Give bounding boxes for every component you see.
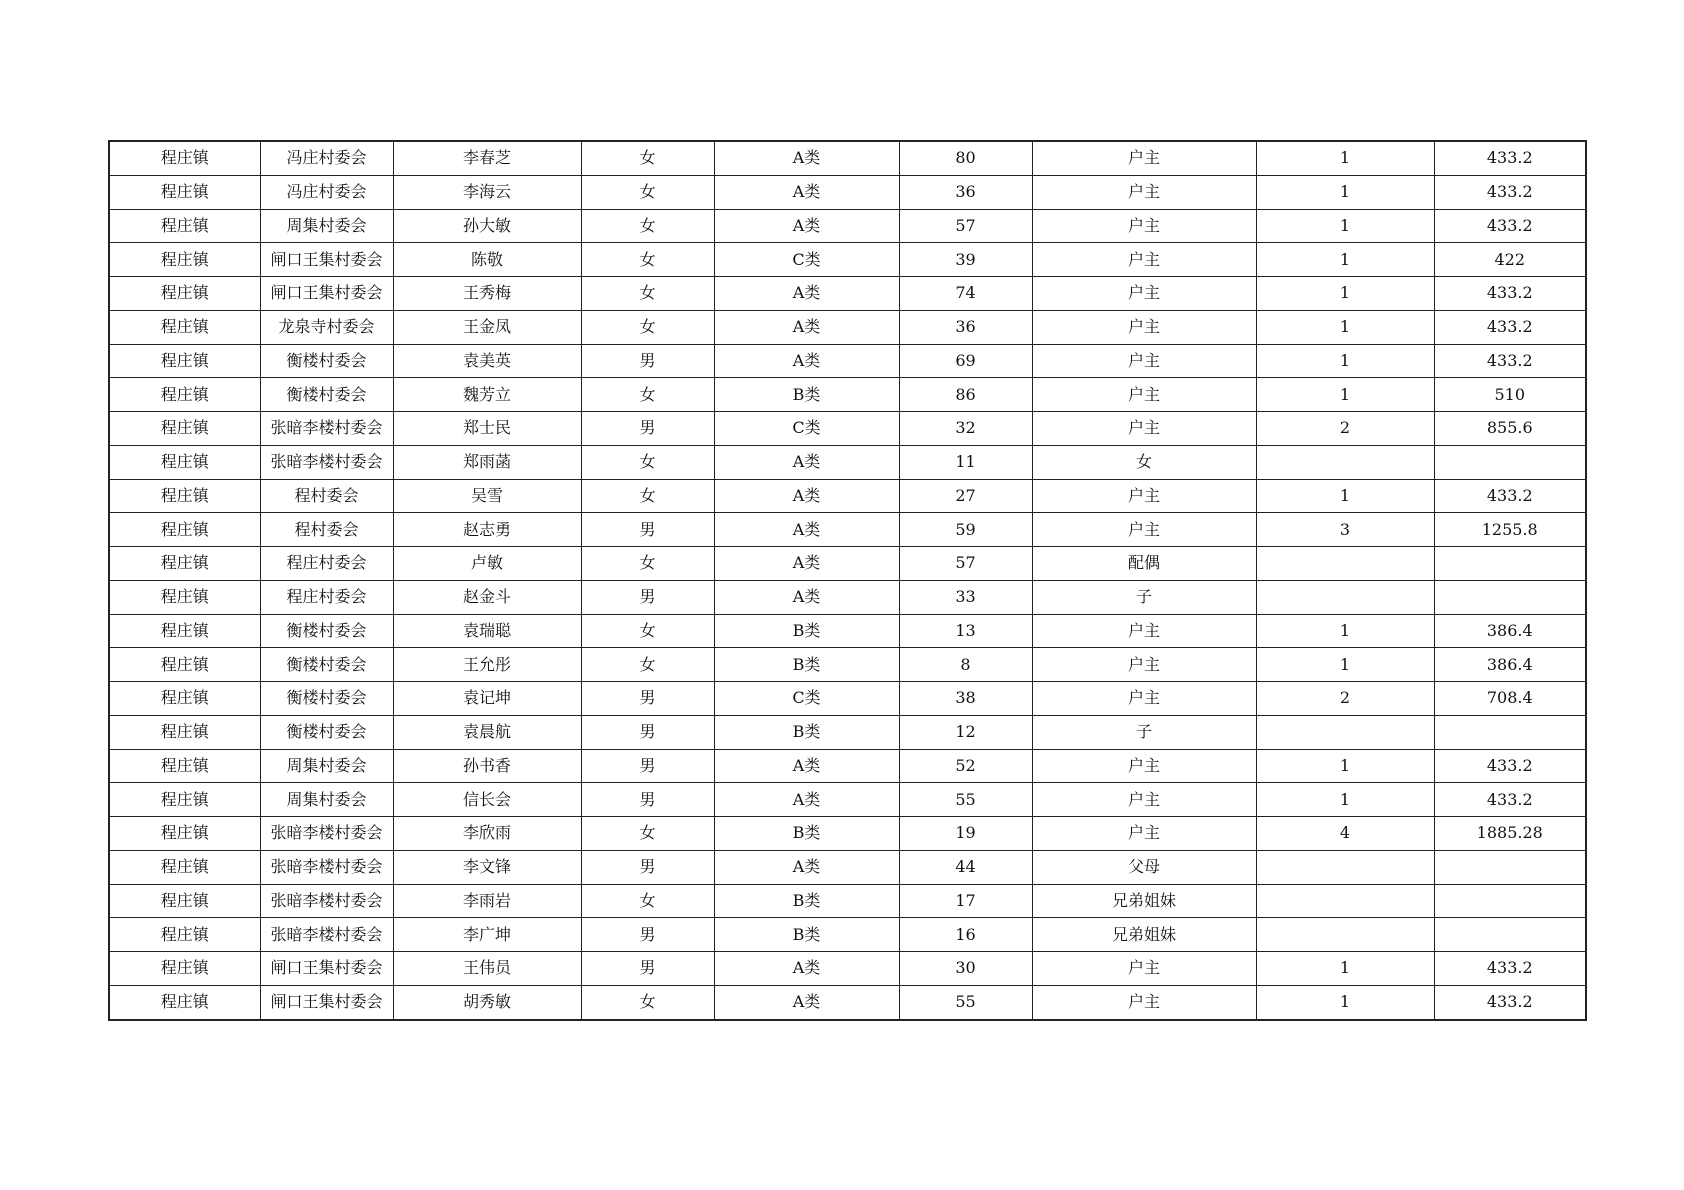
town-cell: 程庄镇 [109, 175, 260, 209]
household-size-cell [1256, 445, 1434, 479]
gender-cell: 女 [581, 614, 714, 648]
town-cell: 程庄镇 [109, 580, 260, 614]
relationship-cell: 配偶 [1032, 547, 1256, 581]
relationship-cell: 户主 [1032, 985, 1256, 1019]
gender-cell: 女 [581, 817, 714, 851]
town-cell: 程庄镇 [109, 682, 260, 716]
category-cell: B类 [714, 378, 899, 412]
town-cell: 程庄镇 [109, 513, 260, 547]
gender-cell: 女 [581, 378, 714, 412]
name-cell: 吴雪 [393, 479, 581, 513]
household-size-cell: 1 [1256, 749, 1434, 783]
age-cell: 80 [899, 141, 1032, 175]
town-cell: 程庄镇 [109, 141, 260, 175]
category-cell: B类 [714, 817, 899, 851]
household-size-cell: 1 [1256, 277, 1434, 311]
gender-cell: 女 [581, 547, 714, 581]
household-size-cell: 4 [1256, 817, 1434, 851]
relationship-cell: 子 [1032, 715, 1256, 749]
village-committee-cell: 张暗李楼村委会 [260, 918, 393, 952]
village-committee-cell: 闸口王集村委会 [260, 243, 393, 277]
age-cell: 39 [899, 243, 1032, 277]
relationship-cell: 女 [1032, 445, 1256, 479]
household-size-cell [1256, 547, 1434, 581]
village-committee-cell: 张暗李楼村委会 [260, 884, 393, 918]
village-committee-cell: 衡楼村委会 [260, 682, 393, 716]
name-cell: 陈敬 [393, 243, 581, 277]
category-cell: A类 [714, 547, 899, 581]
village-committee-cell: 张暗李楼村委会 [260, 850, 393, 884]
table-row [109, 614, 1586, 648]
gender-cell: 女 [581, 141, 714, 175]
amount-cell: 708.4 [1434, 682, 1586, 716]
age-cell: 16 [899, 918, 1032, 952]
town-cell: 程庄镇 [109, 243, 260, 277]
relationship-cell: 户主 [1032, 479, 1256, 513]
town-cell: 程庄镇 [109, 344, 260, 378]
age-cell: 86 [899, 378, 1032, 412]
table-row [109, 715, 1586, 749]
category-cell: A类 [714, 277, 899, 311]
category-cell: A类 [714, 749, 899, 783]
town-cell: 程庄镇 [109, 445, 260, 479]
age-cell: 19 [899, 817, 1032, 851]
gender-cell: 女 [581, 648, 714, 682]
category-cell: C类 [714, 243, 899, 277]
village-committee-cell: 衡楼村委会 [260, 614, 393, 648]
table-row [109, 209, 1586, 243]
town-cell: 程庄镇 [109, 884, 260, 918]
category-cell: A类 [714, 310, 899, 344]
relationship-cell: 户主 [1032, 952, 1256, 986]
amount-cell [1434, 547, 1586, 581]
name-cell: 王伟员 [393, 952, 581, 986]
amount-cell: 855.6 [1434, 412, 1586, 446]
relationship-cell: 户主 [1032, 614, 1256, 648]
household-size-cell: 1 [1256, 209, 1434, 243]
village-committee-cell: 程村委会 [260, 479, 393, 513]
category-cell: C类 [714, 682, 899, 716]
village-committee-cell: 周集村委会 [260, 209, 393, 243]
name-cell: 孙书香 [393, 749, 581, 783]
category-cell: A类 [714, 479, 899, 513]
village-committee-cell: 衡楼村委会 [260, 378, 393, 412]
table-row [109, 445, 1586, 479]
household-size-cell [1256, 715, 1434, 749]
household-size-cell: 2 [1256, 412, 1434, 446]
gender-cell: 男 [581, 918, 714, 952]
relationship-cell: 户主 [1032, 682, 1256, 716]
category-cell: A类 [714, 344, 899, 378]
age-cell: 30 [899, 952, 1032, 986]
table-row [109, 547, 1586, 581]
gender-cell: 男 [581, 412, 714, 446]
village-committee-cell: 闸口王集村委会 [260, 952, 393, 986]
amount-cell: 386.4 [1434, 614, 1586, 648]
age-cell: 74 [899, 277, 1032, 311]
name-cell: 李雨岩 [393, 884, 581, 918]
relationship-cell: 兄弟姐妹 [1032, 884, 1256, 918]
age-cell: 36 [899, 175, 1032, 209]
relationship-cell: 户主 [1032, 243, 1256, 277]
gender-cell: 男 [581, 952, 714, 986]
gender-cell: 男 [581, 344, 714, 378]
town-cell: 程庄镇 [109, 850, 260, 884]
town-cell: 程庄镇 [109, 952, 260, 986]
village-committee-cell: 程村委会 [260, 513, 393, 547]
relationship-cell: 户主 [1032, 412, 1256, 446]
village-committee-cell: 龙泉寺村委会 [260, 310, 393, 344]
gender-cell: 女 [581, 243, 714, 277]
village-committee-cell: 冯庄村委会 [260, 141, 393, 175]
gender-cell: 男 [581, 850, 714, 884]
table-row [109, 243, 1586, 277]
gender-cell: 女 [581, 985, 714, 1019]
table-row [109, 918, 1586, 952]
town-cell: 程庄镇 [109, 378, 260, 412]
name-cell: 袁晨航 [393, 715, 581, 749]
age-cell: 8 [899, 648, 1032, 682]
gender-cell: 男 [581, 682, 714, 716]
town-cell: 程庄镇 [109, 918, 260, 952]
gender-cell: 女 [581, 479, 714, 513]
category-cell: A类 [714, 783, 899, 817]
table-row [109, 648, 1586, 682]
amount-cell: 510 [1434, 378, 1586, 412]
name-cell: 袁瑞聪 [393, 614, 581, 648]
amount-cell: 433.2 [1434, 344, 1586, 378]
age-cell: 33 [899, 580, 1032, 614]
age-cell: 55 [899, 783, 1032, 817]
household-size-cell: 2 [1256, 682, 1434, 716]
amount-cell [1434, 884, 1586, 918]
village-committee-cell: 衡楼村委会 [260, 344, 393, 378]
town-cell: 程庄镇 [109, 412, 260, 446]
gender-cell: 女 [581, 209, 714, 243]
town-cell: 程庄镇 [109, 985, 260, 1019]
relationship-cell: 户主 [1032, 277, 1256, 311]
name-cell: 赵志勇 [393, 513, 581, 547]
amount-cell: 433.2 [1434, 209, 1586, 243]
amount-cell: 386.4 [1434, 648, 1586, 682]
name-cell: 孙大敏 [393, 209, 581, 243]
town-cell: 程庄镇 [109, 783, 260, 817]
name-cell: 胡秀敏 [393, 985, 581, 1019]
age-cell: 36 [899, 310, 1032, 344]
age-cell: 12 [899, 715, 1032, 749]
recipient-table [108, 140, 1587, 1021]
relationship-cell: 户主 [1032, 648, 1256, 682]
table-row [109, 513, 1586, 547]
name-cell: 袁记坤 [393, 682, 581, 716]
village-committee-cell: 闸口王集村委会 [260, 277, 393, 311]
table-row [109, 277, 1586, 311]
amount-cell: 433.2 [1434, 749, 1586, 783]
household-size-cell: 1 [1256, 614, 1434, 648]
amount-cell [1434, 715, 1586, 749]
category-cell: C类 [714, 412, 899, 446]
village-committee-cell: 程庄村委会 [260, 547, 393, 581]
household-size-cell: 1 [1256, 952, 1434, 986]
relationship-cell: 子 [1032, 580, 1256, 614]
name-cell: 郑雨菡 [393, 445, 581, 479]
relationship-cell: 户主 [1032, 513, 1256, 547]
village-committee-cell: 冯庄村委会 [260, 175, 393, 209]
relationship-cell: 户主 [1032, 783, 1256, 817]
household-size-cell: 1 [1256, 141, 1434, 175]
town-cell: 程庄镇 [109, 614, 260, 648]
table-row [109, 952, 1586, 986]
relationship-cell: 父母 [1032, 850, 1256, 884]
relationship-cell: 户主 [1032, 378, 1256, 412]
amount-cell [1434, 850, 1586, 884]
age-cell: 44 [899, 850, 1032, 884]
amount-cell: 433.2 [1434, 952, 1586, 986]
category-cell: B类 [714, 648, 899, 682]
amount-cell: 433.2 [1434, 783, 1586, 817]
table-row [109, 175, 1586, 209]
table-row [109, 378, 1586, 412]
relationship-cell: 户主 [1032, 209, 1256, 243]
name-cell: 赵金斗 [393, 580, 581, 614]
table-body [109, 141, 1586, 1020]
gender-cell: 女 [581, 310, 714, 344]
name-cell: 魏芳立 [393, 378, 581, 412]
table-row [109, 817, 1586, 851]
age-cell: 69 [899, 344, 1032, 378]
category-cell: A类 [714, 175, 899, 209]
household-size-cell [1256, 850, 1434, 884]
category-cell: A类 [714, 513, 899, 547]
household-size-cell: 1 [1256, 378, 1434, 412]
amount-cell [1434, 580, 1586, 614]
relationship-cell: 户主 [1032, 175, 1256, 209]
amount-cell: 422 [1434, 243, 1586, 277]
household-size-cell: 1 [1256, 310, 1434, 344]
relationship-cell: 户主 [1032, 310, 1256, 344]
amount-cell: 433.2 [1434, 479, 1586, 513]
name-cell: 李欣雨 [393, 817, 581, 851]
name-cell: 郑士民 [393, 412, 581, 446]
relationship-cell: 兄弟姐妹 [1032, 918, 1256, 952]
table-row [109, 884, 1586, 918]
table-row [109, 850, 1586, 884]
name-cell: 王秀梅 [393, 277, 581, 311]
gender-cell: 男 [581, 580, 714, 614]
village-committee-cell: 衡楼村委会 [260, 715, 393, 749]
amount-cell [1434, 918, 1586, 952]
category-cell: A类 [714, 850, 899, 884]
amount-cell: 433.2 [1434, 175, 1586, 209]
gender-cell: 女 [581, 884, 714, 918]
village-committee-cell: 程庄村委会 [260, 580, 393, 614]
household-size-cell: 1 [1256, 648, 1434, 682]
age-cell: 32 [899, 412, 1032, 446]
amount-cell [1434, 445, 1586, 479]
name-cell: 袁美英 [393, 344, 581, 378]
town-cell: 程庄镇 [109, 648, 260, 682]
age-cell: 57 [899, 547, 1032, 581]
age-cell: 55 [899, 985, 1032, 1019]
town-cell: 程庄镇 [109, 547, 260, 581]
age-cell: 27 [899, 479, 1032, 513]
age-cell: 13 [899, 614, 1032, 648]
name-cell: 信长会 [393, 783, 581, 817]
table-row [109, 344, 1586, 378]
household-size-cell [1256, 580, 1434, 614]
town-cell: 程庄镇 [109, 749, 260, 783]
household-size-cell: 1 [1256, 783, 1434, 817]
amount-cell: 433.2 [1434, 310, 1586, 344]
name-cell: 李文锋 [393, 850, 581, 884]
table-row [109, 310, 1586, 344]
household-size-cell: 1 [1256, 344, 1434, 378]
category-cell: A类 [714, 445, 899, 479]
category-cell: B类 [714, 715, 899, 749]
village-committee-cell: 张暗李楼村委会 [260, 412, 393, 446]
category-cell: A类 [714, 580, 899, 614]
table-row [109, 141, 1586, 175]
name-cell: 卢敏 [393, 547, 581, 581]
gender-cell: 女 [581, 175, 714, 209]
amount-cell: 1255.8 [1434, 513, 1586, 547]
category-cell: A类 [714, 952, 899, 986]
age-cell: 17 [899, 884, 1032, 918]
amount-cell: 1885.28 [1434, 817, 1586, 851]
name-cell: 王金凤 [393, 310, 581, 344]
household-size-cell: 1 [1256, 985, 1434, 1019]
town-cell: 程庄镇 [109, 715, 260, 749]
table-row [109, 749, 1586, 783]
age-cell: 59 [899, 513, 1032, 547]
household-size-cell [1256, 884, 1434, 918]
age-cell: 38 [899, 682, 1032, 716]
household-size-cell: 1 [1256, 479, 1434, 513]
name-cell: 李春芝 [393, 141, 581, 175]
amount-cell: 433.2 [1434, 141, 1586, 175]
name-cell: 王允彤 [393, 648, 581, 682]
gender-cell: 女 [581, 277, 714, 311]
name-cell: 李广坤 [393, 918, 581, 952]
table-row [109, 682, 1586, 716]
town-cell: 程庄镇 [109, 277, 260, 311]
town-cell: 程庄镇 [109, 209, 260, 243]
village-committee-cell: 闸口王集村委会 [260, 985, 393, 1019]
age-cell: 11 [899, 445, 1032, 479]
amount-cell: 433.2 [1434, 277, 1586, 311]
town-cell: 程庄镇 [109, 817, 260, 851]
household-size-cell: 1 [1256, 175, 1434, 209]
relationship-cell: 户主 [1032, 749, 1256, 783]
village-committee-cell: 周集村委会 [260, 749, 393, 783]
category-cell: B类 [714, 614, 899, 648]
gender-cell: 女 [581, 445, 714, 479]
household-size-cell [1256, 918, 1434, 952]
relationship-cell: 户主 [1032, 141, 1256, 175]
gender-cell: 男 [581, 783, 714, 817]
village-committee-cell: 张暗李楼村委会 [260, 817, 393, 851]
household-size-cell: 1 [1256, 243, 1434, 277]
table-row [109, 479, 1586, 513]
category-cell: A类 [714, 985, 899, 1019]
relationship-cell: 户主 [1032, 344, 1256, 378]
name-cell: 李海云 [393, 175, 581, 209]
category-cell: B类 [714, 884, 899, 918]
household-size-cell: 3 [1256, 513, 1434, 547]
category-cell: A类 [714, 141, 899, 175]
gender-cell: 男 [581, 513, 714, 547]
table-row [109, 985, 1586, 1019]
town-cell: 程庄镇 [109, 479, 260, 513]
table-row [109, 580, 1586, 614]
gender-cell: 男 [581, 749, 714, 783]
village-committee-cell: 张暗李楼村委会 [260, 445, 393, 479]
town-cell: 程庄镇 [109, 310, 260, 344]
table-row [109, 412, 1586, 446]
relationship-cell: 户主 [1032, 817, 1256, 851]
category-cell: A类 [714, 209, 899, 243]
category-cell: B类 [714, 918, 899, 952]
village-committee-cell: 周集村委会 [260, 783, 393, 817]
village-committee-cell: 衡楼村委会 [260, 648, 393, 682]
age-cell: 52 [899, 749, 1032, 783]
document-page [108, 140, 1585, 1021]
age-cell: 57 [899, 209, 1032, 243]
gender-cell: 男 [581, 715, 714, 749]
amount-cell: 433.2 [1434, 985, 1586, 1019]
table-row [109, 783, 1586, 817]
